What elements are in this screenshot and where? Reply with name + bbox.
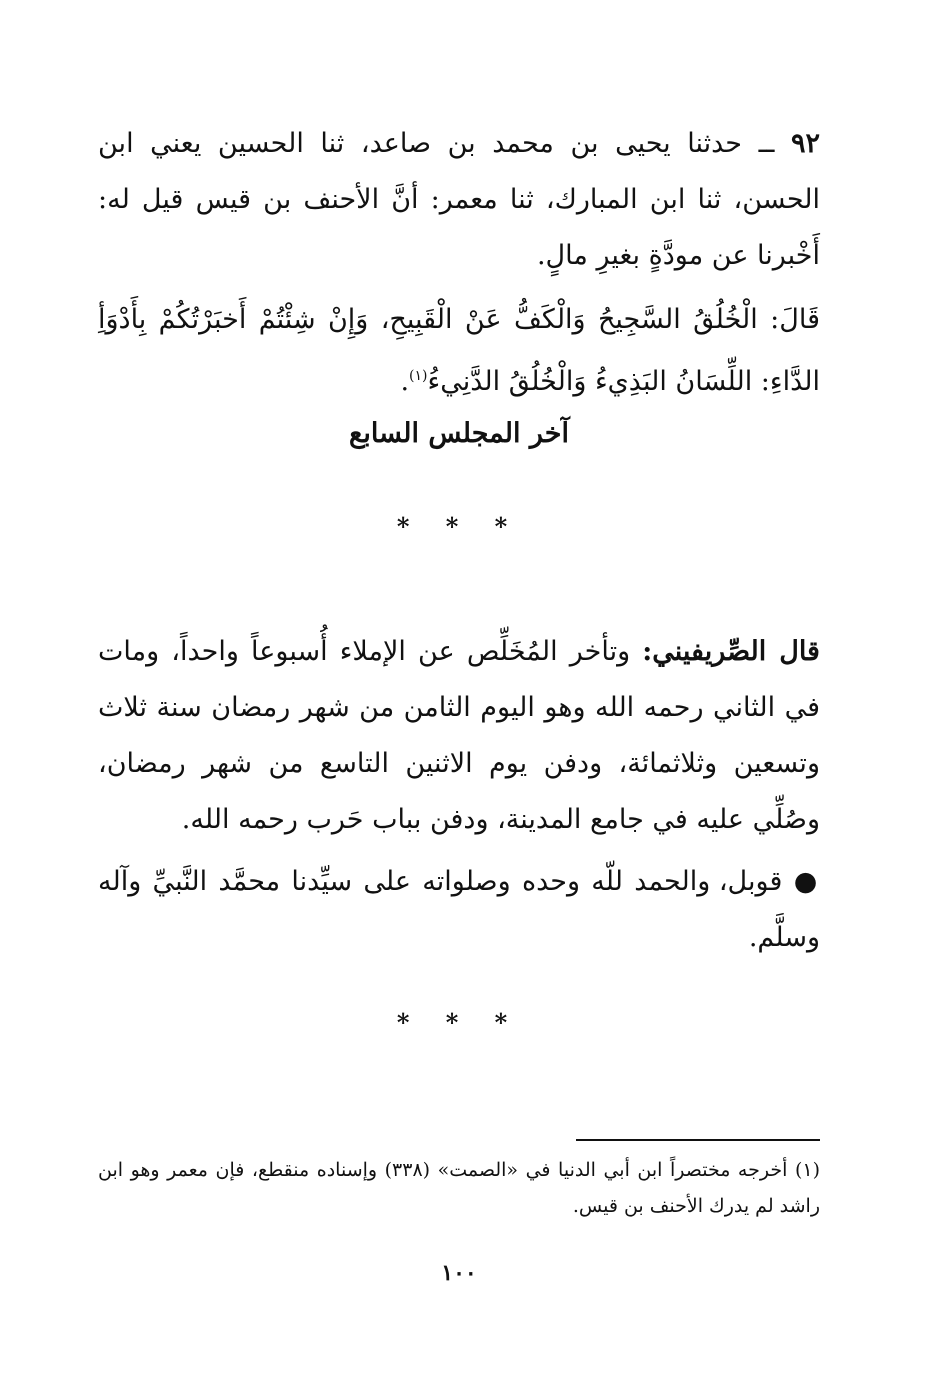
bullet-icon: ●: [793, 866, 820, 897]
sarifini-paragraph: [98, 624, 820, 966]
separator-stars-1: * * *: [396, 512, 522, 541]
separator-stars-2: * * *: [396, 1008, 522, 1037]
footnote-divider: [576, 1139, 820, 1141]
hadith-number: ٩٢: [790, 128, 820, 159]
hadith-dash: ــ: [742, 128, 791, 159]
footnote: [98, 1152, 820, 1224]
hadith-quote-end: .: [400, 366, 410, 397]
footnote-text: أخرجه مختصراً ابن أبي الدنيا في «الصمت» (٣٣٨) وإسناده منقطع، فإن معمر وهو ابن راشد لم يدرك الأحنف بن قيس.: [98, 1159, 820, 1217]
sarifini-text: وتأخر المُخَلِّص عن الإملاء أُسبوعاً واحداً، ومات في الثاني رحمه الله وهو اليوم الثامن من شهر رمضان سنة ثلاث وتسعين وثلاثمائة، ودفن يوم الاثنين التاسع من شهر رمضان، وصُلِّي عليه في جامع المدينة، ودفن بباب حَرب رحمه الله.: [98, 636, 820, 835]
section-end-title: آخر المجلس السابع: [349, 418, 569, 449]
hadith-quote: قَالَ: الْخُلُقُ السَّجِيحُ وَالْكَفُّ عَنْ الْقَبِيحِ، وَإِنْ شِئْتُمْ أَخبَرْتُكُمْ بِأَدْوَأِ الدَّاءِ: اللِّسَانُ البَذِيءُ وَالْخُلُقُ الدَّنِيءُ: [98, 304, 820, 397]
hadith-quote-paragraph: [98, 292, 820, 410]
footnote-marker: (١): [794, 1159, 820, 1181]
hadith-isnad: [98, 116, 820, 284]
footnote-reference: (١): [409, 368, 428, 384]
hadith-text: حدثنا يحيى بن محمد بن صاعد، ثنا الحسين يعني ابن الحسن، ثنا ابن المبارك، ثنا معمر: أنَّ الأحنف بن قيس قيل له: أَخْبرنا عن مودَّةٍ بغيرِ مالٍ.: [98, 128, 820, 271]
closing-text: قوبل، والحمد للّه وحده وصلواته على سيِّدنا محمَّد النَّبيِّ وآله وسلَّم.: [98, 866, 820, 953]
sarifini-label: قال الصِّريفيني:: [642, 636, 820, 667]
page-number: ١٠٠: [441, 1260, 477, 1286]
closing-paragraph: [98, 854, 820, 966]
hadith-92: [98, 116, 820, 410]
